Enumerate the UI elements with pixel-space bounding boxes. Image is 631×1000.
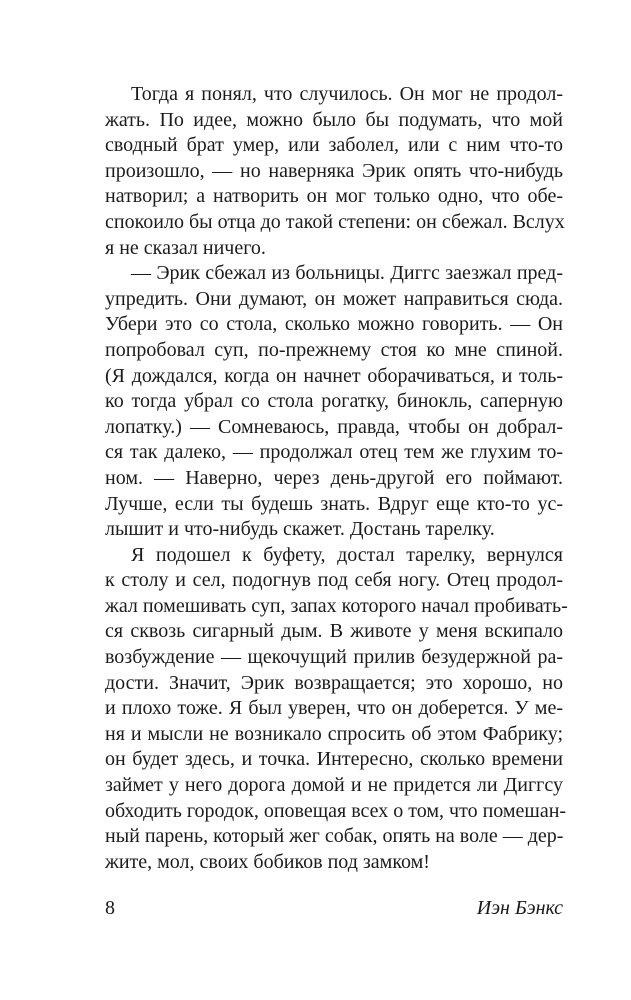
text-line: ся сквозь сигарный дым. В животе у меня вскипало [105,620,563,643]
page-number: 8 [105,897,115,919]
text-line: жите, мол, своих бобиков под замком! [105,850,430,873]
text-line: и плохо тоже. Я был уверен, что он доберется. У ме- [105,697,563,720]
text-line: он будет здесь, и точка. Интересно, сколько времени [105,748,563,771]
text-line: займет у него дорога домой и не придется ли Диггсу [105,774,563,797]
text-line: дости. Значит, Эрик возвращается; это хорошо, но [105,671,563,694]
body-text [105,82,568,875]
text-line: жать. По идее, можно было бы подумать, что мой [105,108,563,131]
paragraph [105,82,563,261]
text-line: Я подошел к буфету, достал тарелку, вернулся [131,543,563,566]
paragraph [105,543,568,876]
text-line: ко тогда убрал со стола рогатку, бинокль, саперную [105,390,563,413]
text-line: жал помешивать суп, запах которого начал пробивать- [105,594,568,617]
text-line: я не сказал ничего. [105,236,266,259]
page-footer [105,897,563,921]
text-line: к столу и сел, подогнув под себя ногу. Отец продол- [105,569,563,592]
text-line: упредить. Они думают, он может направиться сюда. [105,287,563,310]
text-line: — Эрик сбежал из больницы. Диггс заезжал пред- [131,262,563,285]
text-line: Убери это со стола, сколько можно говорить. — Он [105,313,563,336]
text-line: Тогда я понял, что случилось. Он мог не продол- [131,83,563,105]
text-line: попробовал суп, по-прежнему стоя ко мне спиной. [105,338,563,361]
text-line: обходить городок, оповещая всех о том, что помешан- [105,799,567,822]
text-line: сводный брат умер, или заболел, или с ним что-то [105,134,563,157]
text-line: (Я дождался, когда он начнет оборачиваться, и толь- [105,364,563,387]
text-line: ном. — Наверно, через день-другой его поймают. [105,466,563,489]
text-line: ный парень, который жег собак, опять на воле — дер- [105,825,564,848]
paragraph [105,261,563,543]
text-line: произошло, — но наверняка Эрик опять что-нибудь [105,159,563,182]
text-line: лопатку.) — Сомневаюсь, правда, чтобы он добрал- [105,415,563,438]
text-line: ня и мысли не возникало спросить об этом Фабрику; [105,722,563,745]
text-line: возбуждение — щекочущий прилив безудержной ра- [105,646,563,669]
text-line: ся так далеко, — продолжал отец тем же глухим то- [105,441,563,464]
text-line: спокоило бы отца до такой степени: он сбежал. Вслух [105,210,565,233]
text-line: натворил; а натворить он мог только одно, что обе- [105,185,563,208]
running-author: Иэн Бэнкс [476,897,563,919]
text-line: лышит и что-нибудь скажет. Достань тарелку. [105,518,495,541]
text-line: Лучше, если ты будешь знать. Вдруг еще кто-то ус- [105,492,563,515]
